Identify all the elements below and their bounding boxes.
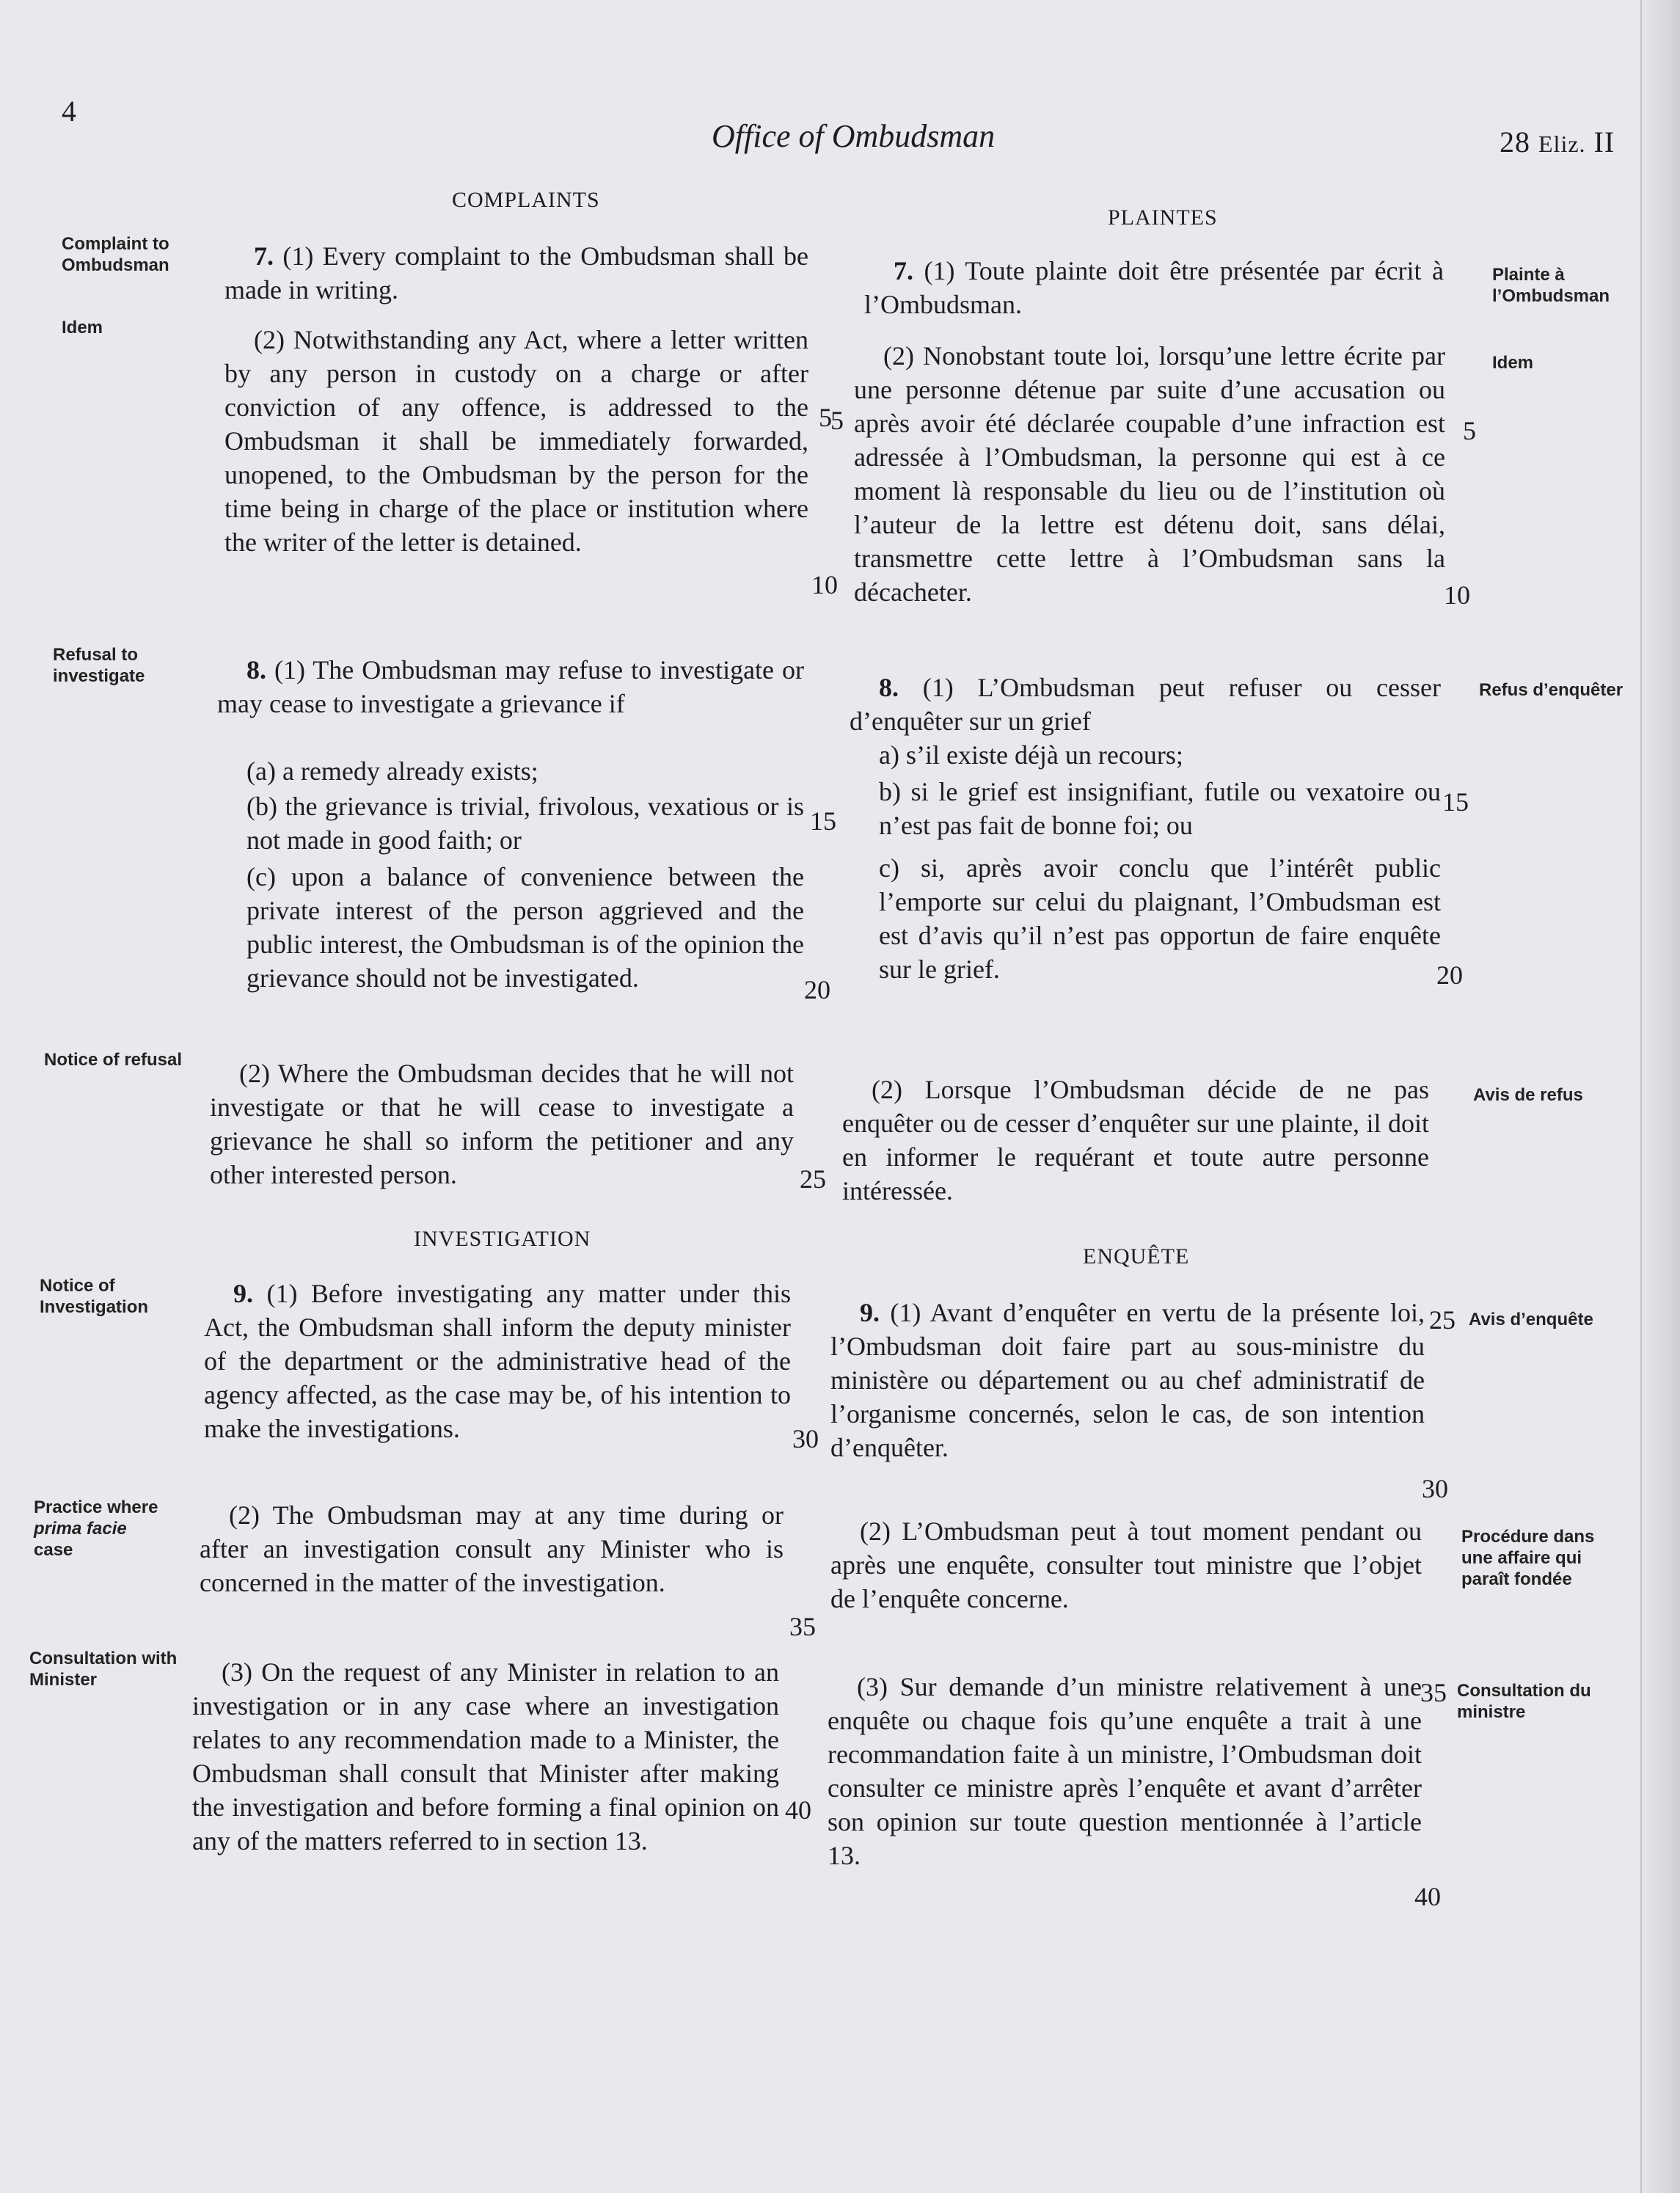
margin-note-practice-line-1: Practice where — [34, 1497, 158, 1517]
margin-note-practice-line-2 — [34, 1518, 188, 1539]
margin-note-idem-fr: Idem — [1492, 353, 1534, 373]
section-8-c-en: (c) upon a balance of convenience between the private interest of the person aggrieved and the public interest, the Ombudsman is of the opinion the grievance should not be investigated. — [246, 862, 804, 993]
margin-note-complaint: Complaint to Ombudsman — [62, 234, 169, 275]
section-9-3-en: (3) On the request of any Minister in relation to an investigation or in any case where an investigation relates to any recommendation made to a Minister, the Ombudsman shall consult that Minister after making the investigation and before forming a final opinion on any of the matters referred to in section 13. — [192, 1657, 779, 1856]
margin-note-refusal: Refusal to investigate — [53, 645, 145, 686]
line-number-fr-5b: 5 — [1463, 416, 1476, 445]
section-7-1-text-fr: (1) Toute plainte doit être présentée par écrit à l’Ombudsman. — [864, 256, 1444, 319]
regnal-year-number: 28 — [1500, 125, 1530, 158]
line-number-fr-35: 35 — [1420, 1678, 1447, 1707]
line-number-fr-25: 25 — [1429, 1305, 1456, 1335]
line-number-en-35: 35 — [789, 1612, 816, 1641]
section-8-2-fr: (2) Lorsque l’Ombudsman décide de ne pas enquêter ou de cesser d’enquêter sur une plainte, il doit en informer le requérant et toute autre personne intéressée. — [842, 1075, 1429, 1205]
section-8-c-fr: c) si, après avoir conclu que l’intérêt public l’emporte sur celui du plaignant, l’Ombudsman est est d’avis qu’il n’est pas opportun de faire enquête sur le grief. — [879, 853, 1441, 984]
margin-note-practice-italic: prima facie — [34, 1519, 127, 1539]
page-number: 4 — [62, 95, 76, 128]
section-9-1-en — [204, 1277, 791, 1445]
section-8-1-fr — [850, 671, 1441, 738]
regnal-year-roman: II — [1593, 125, 1615, 158]
section-8-a-en: (a) a remedy already exists; — [246, 756, 538, 786]
line-number-fr-5a: 5 — [830, 406, 844, 435]
section-9-3-fr: (3) Sur demande d’un ministre relativement à une enquête ou chaque fois qu’une enquête a trait à une recommandation faite à un ministre, l’Ombudsman doit consulter ce ministre après l’enquête et avant d’arrêter son opinion sur toute question mentionnée à l’article 13. — [828, 1672, 1422, 1870]
line-number-en-30: 30 — [792, 1424, 819, 1453]
margin-note-consultation: Consultation with Minister — [29, 1649, 178, 1690]
section-8-number-fr: 8. — [879, 673, 899, 702]
margin-note-avis-enquete: Avis d’enquête — [1469, 1310, 1593, 1329]
section-8-1-text-fr: (1) L’Ombudsman peut refuser ou cesser d’enquêter sur un grief — [850, 673, 1441, 736]
line-number-fr-10: 10 — [1444, 580, 1470, 610]
margin-note-notice-investigation: Notice of Investigation — [40, 1276, 149, 1317]
section-9-number-fr: 9. — [860, 1298, 880, 1327]
regnal-year-eliz: Eliz. — [1538, 131, 1586, 157]
running-title: Office of Ombudsman — [712, 118, 996, 154]
margin-note-refus: Refus d’enquêter — [1479, 680, 1624, 700]
line-number-en-15: 15 — [810, 806, 836, 836]
line-number-en-20: 20 — [804, 975, 830, 1004]
section-9-number-en: 9. — [233, 1279, 253, 1308]
heading-enquete: ENQUÊTE — [1083, 1244, 1190, 1269]
margin-note-consultation-fr: Consultation du ministre — [1457, 1681, 1591, 1722]
section-7-2-en: (2) Notwithstanding any Act, where a letter written by any person in custody on a charge or after conviction of any offence, is addressed to the Ombudsman it shall be immediately forwarded, unopened, to the Ombudsman by the person for the time being in charge of the place or institution where the writer of the letter is detained. — [224, 325, 808, 557]
margin-note-practice-line-3: case — [34, 1540, 73, 1560]
section-7-1-fr — [864, 254, 1444, 321]
margin-note-procedure: Procédure dans une affaire qui paraît fondée — [1461, 1527, 1595, 1589]
section-7-number-fr: 7. — [894, 256, 913, 285]
section-7-2-fr: (2) Nonobstant toute loi, lorsqu’une lettre écrite par une personne détenue par suite d’une accusation ou après avoir été déclarée coupable d’une infraction est adressée à l’Ombudsman, la personne qui est à ce moment là responsable du lieu ou de l’institution où l’auteur de la lettre est détenu doit, sans délai, transmettre cette lettre à l’Ombudsman sans la décacheter. — [854, 341, 1445, 607]
line-number-fr-30: 30 — [1422, 1474, 1448, 1503]
line-number-en-25: 25 — [800, 1164, 826, 1194]
line-number-fr-40: 40 — [1414, 1882, 1441, 1911]
section-7-1-text-en: (1) Every complaint to the Ombudsman shall be made in writing. — [224, 241, 809, 304]
section-9-2-en: (2) The Ombudsman may at any time during or after an investigation consult any Minister who is concerned in the matter of the investigation. — [200, 1500, 784, 1597]
section-8-b-fr: b) si le grief est insignifiant, futile ou vexatoire ou n’est pas fait de bonne foi; ou — [879, 777, 1441, 840]
regnal-year — [1500, 125, 1615, 159]
line-number-en-5: 5 — [819, 403, 832, 432]
page-edge-line — [1640, 0, 1642, 2193]
section-7-number-en: 7. — [254, 241, 274, 271]
heading-investigation: INVESTIGATION — [414, 1227, 591, 1251]
section-8-number-en: 8. — [246, 655, 266, 685]
margin-note-notice-refusal: Notice of refusal — [44, 1050, 183, 1070]
section-7-1-en — [224, 239, 808, 307]
line-number-en-10: 10 — [811, 570, 838, 599]
section-9-1-text-fr: (1) Avant d’enquêter en vertu de la présente loi, l’Ombudsman doit faire part au sous-ministre du ministère ou département ou au chef administratif de l’organisme concernés, selon le cas, de son intention d’enquêter. — [830, 1298, 1425, 1462]
heading-complaints: COMPLAINTS — [452, 188, 600, 212]
section-9-2-fr: (2) L’Ombudsman peut à tout moment pendant ou après une enquête, consulter tout ministre que l’objet de l’enquête concerne. — [830, 1517, 1422, 1613]
section-8-2-en: (2) Where the Ombudsman decides that he will not investigate or that he will cease to investigate a grievance he shall so inform the petitioner and any other interested person. — [210, 1059, 794, 1189]
margin-note-idem: Idem — [62, 318, 103, 337]
section-9-1-fr — [830, 1296, 1425, 1464]
section-8-1-text-en: (1) The Ombudsman may refuse to investigate or may cease to investigate a grievance if — [217, 655, 804, 718]
section-8-a-fr: a) s’il existe déjà un recours; — [879, 740, 1183, 770]
section-9-1-text-en: (1) Before investigating any matter under this Act, the Ombudsman shall inform the deputy minister of the department or the administrative head of the agency affected, as the case may be, of his intention to make the investigations. — [204, 1279, 792, 1443]
margin-note-practice — [34, 1497, 188, 1561]
margin-note-plainte: Plainte à l’Ombudsman — [1492, 265, 1610, 306]
section-8-b-en: (b) the grievance is trivial, frivolous, vexatious or is not made in good faith; or — [246, 792, 804, 855]
line-number-en-40: 40 — [785, 1795, 811, 1825]
page-edge — [1636, 0, 1680, 2193]
line-number-fr-15: 15 — [1442, 787, 1469, 817]
section-8-1-en — [217, 653, 804, 720]
heading-plaintes: PLAINTES — [1108, 205, 1218, 230]
line-number-fr-20: 20 — [1436, 960, 1463, 990]
margin-note-avis-refus: Avis de refus — [1473, 1085, 1583, 1105]
